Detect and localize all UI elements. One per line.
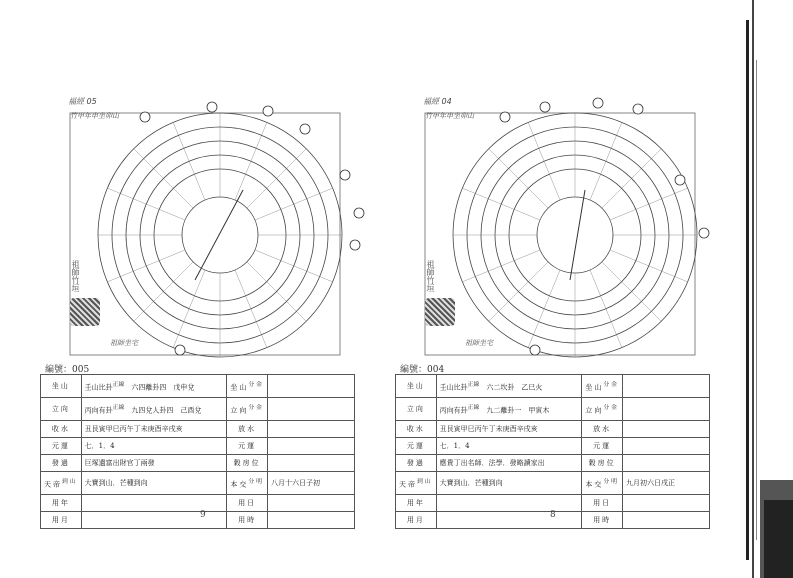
table-row — [41, 438, 355, 455]
value-cell — [268, 398, 355, 421]
label-cell: 坐山$^{分金}$ — [227, 375, 268, 398]
label-cell: 立向$^{分金}$ — [582, 398, 623, 421]
value-cell — [268, 375, 355, 398]
luopan-compass-diagram — [65, 95, 365, 360]
label-cell: 用時 — [582, 512, 623, 529]
label-cell: 天帝$^{到山}$ — [41, 472, 82, 495]
value-cell — [268, 495, 355, 512]
table-row — [41, 421, 355, 438]
value-cell: 七．1．4 — [81, 438, 227, 455]
value-cell: 丑艮寅甲巳丙午丁未庚酉辛戌亥 — [436, 421, 582, 438]
label-cell: 本交$^{分明}$ — [582, 472, 623, 495]
value-cell — [268, 421, 355, 438]
page-number: 9 — [200, 510, 206, 520]
compass-radials — [98, 113, 342, 357]
record-table — [40, 374, 355, 529]
plate-caption: 竹甲年申坐卯山 — [425, 112, 474, 120]
label-cell: 元運 — [227, 438, 268, 455]
seal-stamp — [70, 298, 100, 326]
label-cell: 本交$^{分明}$ — [227, 472, 268, 495]
seal-note: 祖師坐宅 — [110, 339, 138, 347]
value-cell: 應貴丁出名師．法學．發略讀家出 — [436, 455, 582, 472]
compass-needle — [195, 190, 243, 280]
value-cell: 丙向有卦$^{正線}$ 九四兌人卦四 己酉兌 — [81, 398, 227, 421]
margin-note: 祖師竹垣 — [71, 260, 80, 292]
record-table — [395, 374, 710, 529]
label-cell: 立向$^{分金}$ — [227, 398, 268, 421]
label-cell: 坐山 — [41, 375, 82, 398]
value-cell — [81, 495, 227, 512]
value-cell: 丑艮寅甲巳丙午丁未庚酉辛戌亥 — [81, 421, 227, 438]
label-cell: 立向 — [396, 398, 437, 421]
label-cell: 放水 — [582, 421, 623, 438]
label-cell: 立向 — [41, 398, 82, 421]
label-cell: 用年 — [396, 495, 437, 512]
label-cell: 收水 — [41, 421, 82, 438]
label-cell: 穀房位 — [227, 455, 268, 472]
label-cell: 用時 — [227, 512, 268, 529]
value-cell: 壬山比卦$^{正線}$ 六二坎卦 乙巳火 — [436, 375, 582, 398]
value-cell — [268, 438, 355, 455]
table-row — [396, 472, 710, 495]
table-row — [41, 398, 355, 421]
page-number: 8 — [550, 510, 556, 520]
label-cell: 發過 — [41, 455, 82, 472]
value-cell: 丙向有卦$^{正線}$ 九二離卦一 甲寅木 — [436, 398, 582, 421]
label-cell: 發過 — [396, 455, 437, 472]
value-cell: 壬山比卦$^{正線}$ 六四離卦四 戊申兌 — [81, 375, 227, 398]
value-cell — [436, 495, 582, 512]
label-cell: 用日 — [582, 495, 623, 512]
label-cell: 元運 — [396, 438, 437, 455]
label-cell: 穀房位 — [582, 455, 623, 472]
margin-note: 祖師竹垣 — [426, 260, 435, 292]
value-cell — [623, 398, 710, 421]
value-cell: 七．1．4 — [436, 438, 582, 455]
value-cell — [623, 455, 710, 472]
table-row — [396, 398, 710, 421]
table-row — [396, 495, 710, 512]
value-cell — [268, 455, 355, 472]
compass-plate-svg — [420, 95, 720, 360]
label-cell: 用日 — [227, 495, 268, 512]
right-page — [395, 0, 725, 578]
value-cell — [623, 421, 710, 438]
value-cell — [623, 438, 710, 455]
label-cell: 用月 — [396, 512, 437, 529]
seal-note: 祖師坐宅 — [465, 339, 493, 347]
seal-stamp — [425, 298, 455, 326]
value-cell — [623, 375, 710, 398]
label-cell: 元運 — [41, 438, 82, 455]
compass-plate-svg — [65, 95, 365, 360]
table-row — [41, 455, 355, 472]
label-cell: 坐山 — [396, 375, 437, 398]
value-cell — [268, 512, 355, 529]
compass-radials — [453, 113, 697, 357]
value-cell — [623, 495, 710, 512]
value-cell: 大寶到山．芒種到向 — [436, 472, 582, 495]
label-cell: 坐山$^{分金}$ — [582, 375, 623, 398]
luopan-compass-diagram — [420, 95, 720, 360]
table-row — [396, 375, 710, 398]
label-cell: 用月 — [41, 512, 82, 529]
label-cell: 放水 — [227, 421, 268, 438]
compass-needle — [570, 190, 585, 280]
label-cell: 元運 — [582, 438, 623, 455]
table-row — [41, 472, 355, 495]
table-row — [396, 421, 710, 438]
table-row — [41, 512, 355, 529]
handwritten-code: 福經 05 — [68, 97, 97, 106]
value-cell: 巨塚遺富出財官丁兩發 — [81, 455, 227, 472]
value-cell: 八月十六日子初 — [268, 472, 355, 495]
table-row — [396, 455, 710, 472]
label-cell: 天帝$^{到山}$ — [396, 472, 437, 495]
table-row — [41, 375, 355, 398]
label-cell: 用年 — [41, 495, 82, 512]
scan-edge-artifact — [740, 0, 793, 578]
left-page — [40, 0, 370, 578]
document-number: 編號：005 — [45, 365, 90, 375]
table-row — [396, 438, 710, 455]
value-cell: 大寶到山．芒種到向 — [81, 472, 227, 495]
value-cell — [623, 512, 710, 529]
table-row — [41, 495, 355, 512]
label-cell: 收水 — [396, 421, 437, 438]
handwritten-code: 福經 04 — [423, 97, 452, 106]
document-number: 編號：004 — [400, 365, 445, 375]
value-cell — [436, 512, 582, 529]
plate-caption: 竹甲年申坐卯山 — [70, 112, 119, 120]
value-cell: 九月初六日戌正 — [623, 472, 710, 495]
